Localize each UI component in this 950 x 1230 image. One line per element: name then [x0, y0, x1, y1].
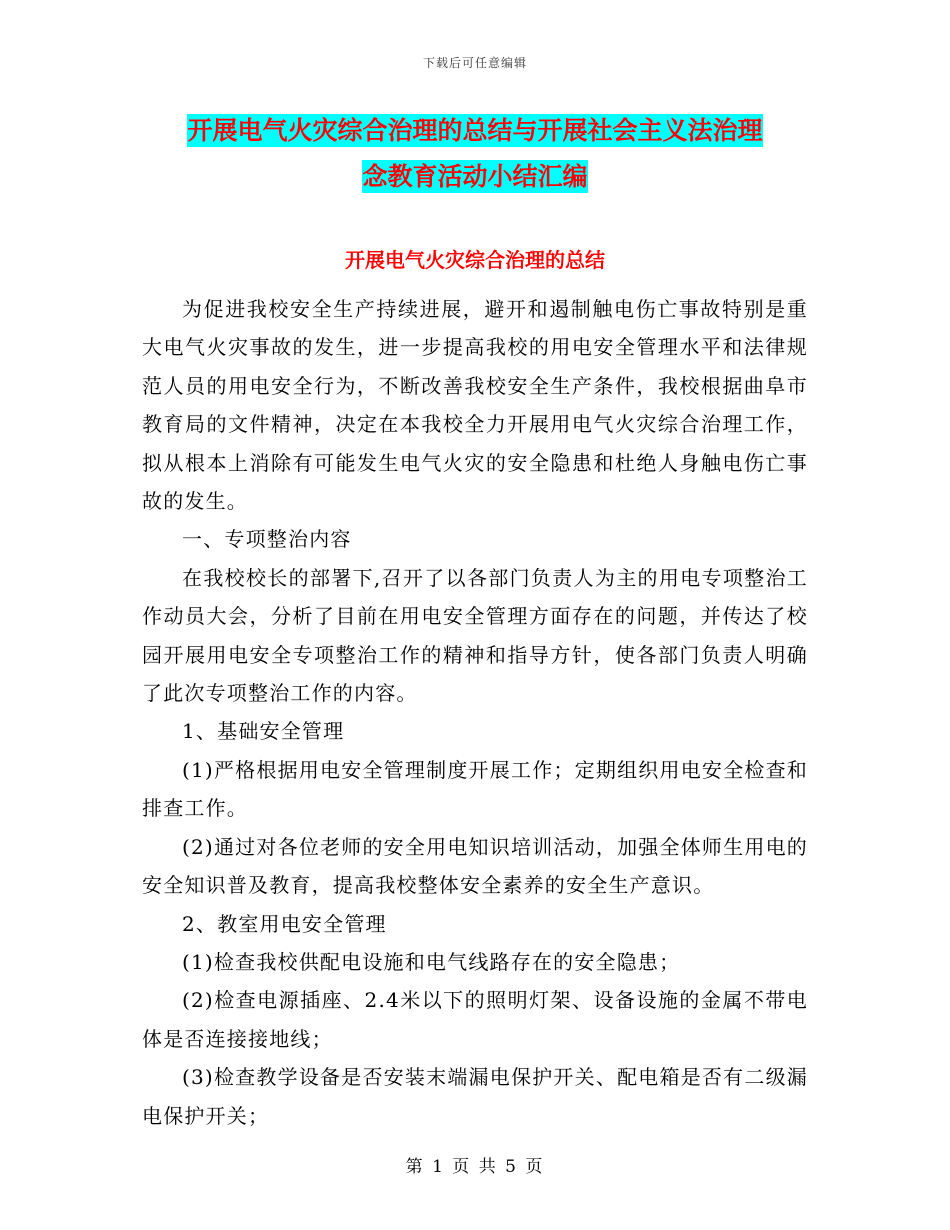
- document-body: [142, 290, 808, 1135]
- paragraph: 1、基础安全管理: [182, 719, 345, 744]
- document-title: [0, 108, 950, 200]
- paragraph: 一、专项整治内容: [182, 527, 352, 552]
- paragraph: 2、教室用电安全管理: [182, 911, 387, 936]
- page-number: 第 1 页 共 5 页: [405, 1157, 545, 1177]
- paragraph: (2)通过对各位老师的安全用电知识培训活动，加强全体师生用电的安全知识普及教育，提高我校整体安全素养的安全生产意识。: [142, 834, 808, 898]
- paragraph: (2)检查电源插座、2.4米以下的照明灯架、设备设施的金属不带电体是否连接接地线；: [142, 988, 808, 1051]
- paragraph: 为促进我校安全生产持续进展，避开和遏制触电伤亡事故特别是重大电气火灾事故的发生，进一步提高我校的用电安全管理水平和法律规范人员的用电安全行为，不断改善我校安全生产条件，我校根据曲阜市教育局的文件精神，决定在本我校全力开展用电气火灾综合治理工作，拟从根本上消除有可能发生电气火灾的安全隐患和杜绝人身触电伤亡事故的发生。: [142, 297, 808, 514]
- paragraph: (3)检查教学设备是否安装末端漏电保护开关、配电箱是否有二级漏电保护开关；: [142, 1065, 808, 1128]
- section-title: 开展电气火灾综合治理的总结: [345, 248, 605, 272]
- paragraph: (1)检查我校供配电设施和电气线路存在的安全隐患；: [182, 949, 681, 974]
- paragraph: (1)严格根据用电安全管理制度开展工作；定期组织用电安全检查和排查工作。: [142, 757, 808, 821]
- paragraph: 在我校校长的部署下,召开了以各部门负责人为主的用电专项整治工作动员大会，分析了目前在用电安全管理方面存在的问题，并传达了校园开展用电安全专项整治工作的精神和指导方针，使各部门负责人明确了此次专项整治工作的内容。: [142, 565, 808, 706]
- header-note: 下载后可任意编辑: [422, 56, 527, 70]
- document-title-line-1: 开展电气火灾综合治理的总结与开展社会主义法治理: [187, 116, 763, 145]
- document-title-line-2: 念教育活动小结汇编: [362, 162, 588, 191]
